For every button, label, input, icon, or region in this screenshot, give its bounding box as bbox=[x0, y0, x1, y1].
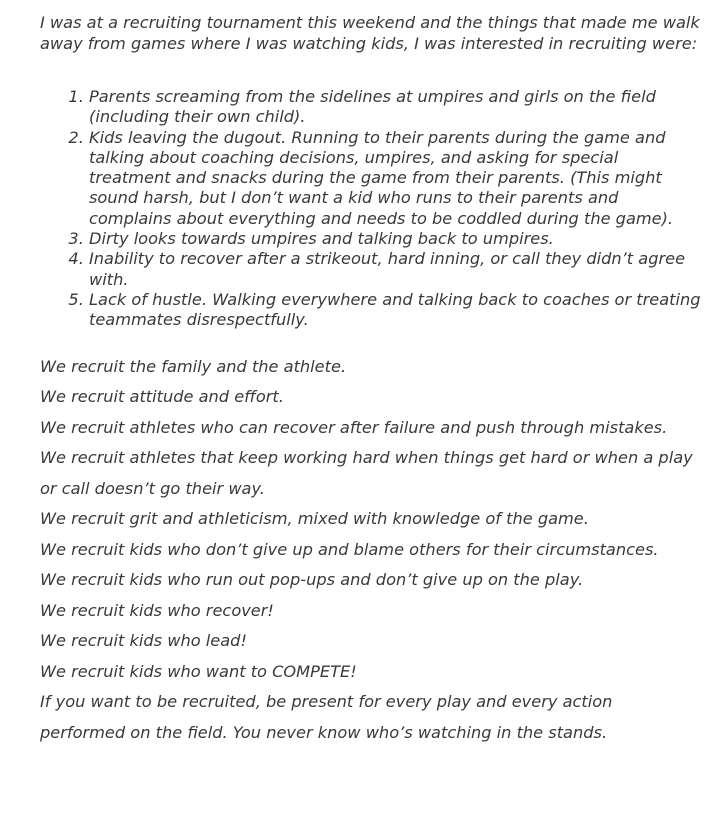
statement-line: We recruit kids who recover! bbox=[40, 600, 274, 620]
issue-item: 5. Lack of hustle. Walking everywhere and talking back to coaches or treating teammates disrespectfully. bbox=[89, 290, 702, 331]
statement-line: We recruit kids who want to COMPETE! bbox=[40, 661, 357, 681]
statement-line: We recruit kids who lead! bbox=[40, 631, 247, 651]
statement-line: We recruit athletes who can recover after failure and push through mistakes. bbox=[40, 417, 668, 437]
issue-item: 3. Dirty looks towards umpires and talking back to umpires. bbox=[89, 229, 702, 249]
statement-line: We recruit kids who run out pop-ups and don’t give up on the play. bbox=[40, 570, 584, 590]
statement-line: We recruit kids who don’t give up and blame others for their circumstances. bbox=[40, 539, 659, 559]
issue-item: 2. Kids leaving the dugout. Running to their parents during the game and talking about coaching decisions, umpires, and asking for special treatment and snacks during the game from their parents. (This might sound harsh, but I don’t want a kid who runs to their parents and complains about everything and needs to be coddled during the game). bbox=[89, 128, 702, 229]
statement-line: We recruit athletes that keep working hard when things get hard or when a play or call doesn’t go their way. bbox=[40, 448, 693, 498]
recruit-statements bbox=[40, 352, 702, 749]
statement-line: We recruit attitude and effort. bbox=[40, 387, 284, 407]
issue-item: 1. Parents screaming from the sidelines at umpires and girls on the field (including their own child). bbox=[89, 87, 702, 128]
intro-paragraph: I was at a recruiting tournament this weekend and the things that made me walk away from games where I was watching kids, I was interested in recruiting were: bbox=[40, 13, 700, 53]
statement-line: We recruit grit and athleticism, mixed with knowledge of the game. bbox=[40, 509, 589, 529]
statement-line: We recruit the family and the athlete. bbox=[40, 356, 347, 376]
issues-list bbox=[40, 87, 702, 331]
closing-paragraph: If you want to be recruited, be present for every play and every action performed on the field. You never know who’s watching in the stands. bbox=[40, 692, 613, 742]
issue-item: 4. Inability to recover after a strikeout, hard inning, or call they didn’t agree with. bbox=[89, 249, 702, 290]
